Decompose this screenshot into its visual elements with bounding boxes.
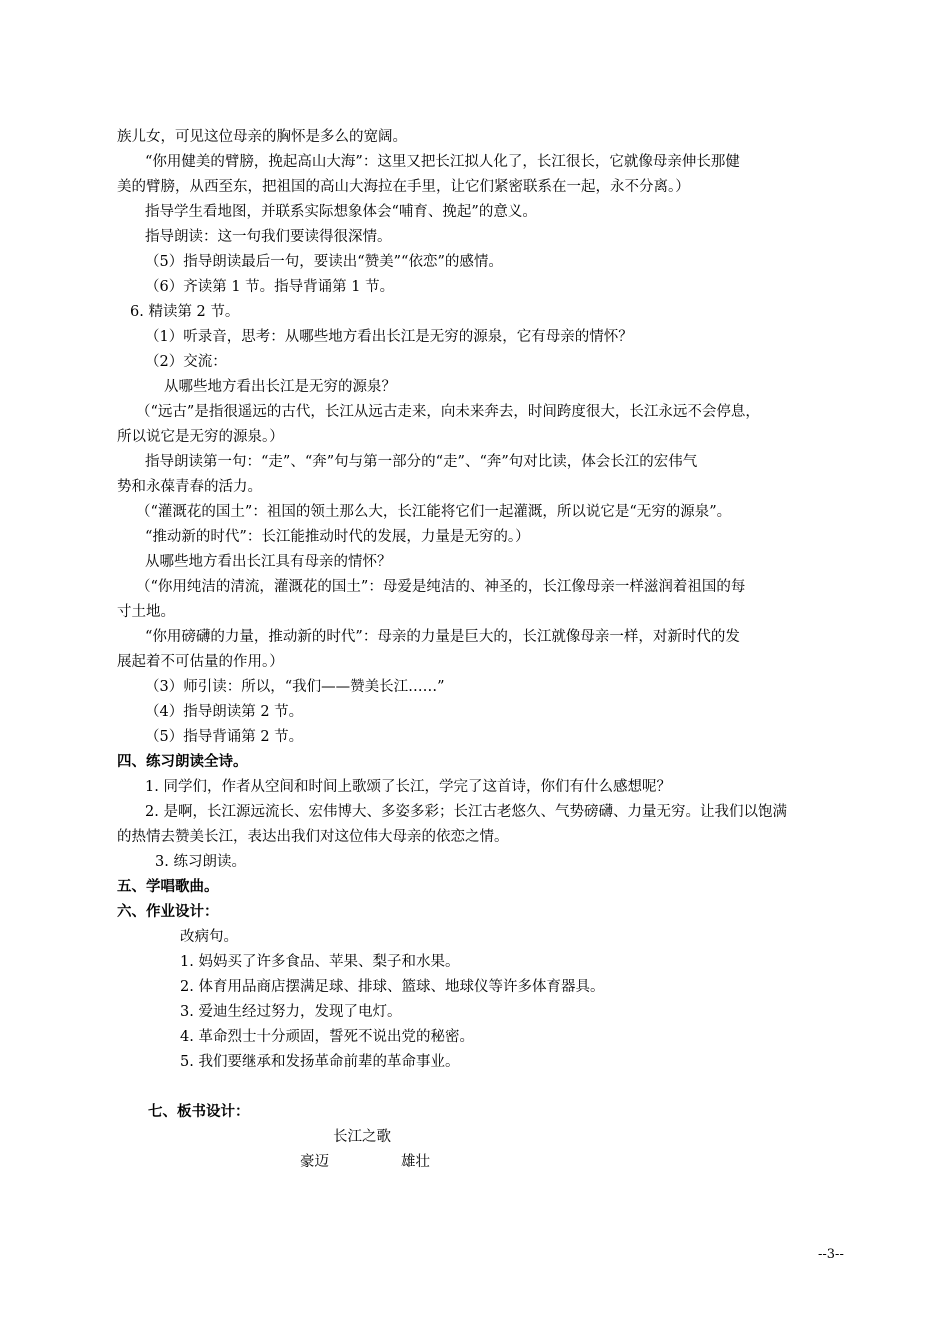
text-line: 1. 妈妈买了许多食品、苹果、梨子和水果。 — [180, 954, 460, 970]
text-line: 6. 精读第 2 节。 — [130, 304, 240, 320]
text-line: 指导朗读第一句：“走”、“奔”句与第一部分的“走”、“奔”句对比读，体会长江的宏伟气 — [145, 454, 698, 470]
board-word: 豪迈 — [300, 1154, 329, 1170]
text-line: （2）交流： — [145, 354, 227, 370]
text-line: 从哪些地方看出长江具有母亲的情怀？ — [145, 554, 392, 570]
section-heading: 七、板书设计： — [148, 1103, 250, 1120]
text-line: 族儿女，可见这位母亲的胸怀是多么的宽阔。 — [117, 129, 407, 145]
text-line: 指导朗读：这一句我们要读得很深情。 — [145, 229, 392, 245]
text-line: “你用健美的臂膀，挽起高山大海”：这里又把长江拟人化了，长江很长，它就像母亲伸长那健 — [145, 154, 740, 170]
board-title: 长江之歌 — [333, 1129, 391, 1145]
text-line: （“灌溉花的国土”：祖国的领土那么大，长江能将它们一起灌溉，所以说它是“无穷的源泉”。 — [136, 504, 732, 520]
text-line: （5）指导背诵第 2 节。 — [145, 729, 304, 745]
text-line: 3. 爱迪生经过努力，发现了电灯。 — [180, 1004, 402, 1020]
text-line: （6）齐读第 1 节。指导背诵第 1 节。 — [145, 279, 395, 295]
text-line: （“远古”是指很遥远的古代，长江从远古走来，向未来奔去，时间跨度很大，长江永远不会停息， — [136, 404, 760, 420]
text-line: “你用磅礴的力量，推动新的时代”：母亲的力量是巨大的，长江就像母亲一样，对新时代的发 — [145, 629, 740, 645]
text-line: （3）师引读：所以，“我们——赞美长江……” — [145, 679, 445, 695]
text-line: “推动新的时代”：长江能推动时代的发展，力量是无穷的。） — [145, 529, 530, 545]
text-line: 所以说它是无穷的源泉。） — [117, 429, 284, 445]
section-heading: 四、练习朗读全诗。 — [117, 753, 248, 770]
text-line: 4. 革命烈士十分顽固，誓死不说出党的秘密。 — [180, 1029, 474, 1045]
text-line: 3. 练习朗读。 — [155, 854, 246, 870]
text-line: 展起着不可估量的作用。） — [117, 654, 284, 670]
text-line: 改病句。 — [180, 929, 238, 945]
text-line: 从哪些地方看出长江是无穷的源泉？ — [164, 379, 396, 395]
text-line: 美的臂膀，从西至东，把祖国的高山大海拉在手里，让它们紧密联系在一起，永不分离。） — [117, 179, 690, 195]
text-line: （4）指导朗读第 2 节。 — [145, 704, 304, 720]
board-word: 雄壮 — [401, 1154, 430, 1170]
text-line: 1. 同学们，作者从空间和时间上歌颂了长江，学完了这首诗，你们有什么感想呢？ — [145, 779, 671, 795]
text-line: （1）听录音，思考：从哪些地方看出长江是无穷的源泉，它有母亲的情怀？ — [145, 329, 633, 345]
text-line: 5. 我们要继承和发扬革命前辈的革命事业。 — [180, 1054, 460, 1070]
text-line: 势和永葆青春的活力。 — [117, 479, 262, 495]
text-line: （5）指导朗读最后一句，要读出“赞美”“依恋”的感情。 — [145, 254, 503, 270]
text-line: 指导学生看地图，并联系实际想象体会“哺育、挽起”的意义。 — [145, 204, 537, 220]
text-line: 的热情去赞美长江，表达出我们对这位伟大母亲的依恋之情。 — [117, 829, 509, 845]
text-line: （“你用纯洁的清流，灌溉花的国土”：母爱是纯洁的、神圣的，长江像母亲一样滋润着祖国的每 — [136, 579, 746, 595]
text-line: 2. 是啊，长江源远流长、宏伟博大、多姿多彩；长江古老悠久、气势磅礴、力量无穷。让我们以饱满 — [145, 804, 787, 820]
text-line: 2. 体育用品商店摆满足球、排球、篮球、地球仪等许多体育器具。 — [180, 979, 605, 995]
page-number: --3-- — [818, 1247, 844, 1262]
text-line: 寸土地。 — [117, 604, 175, 620]
section-heading: 五、学唱歌曲。 — [117, 878, 219, 895]
section-heading: 六、作业设计： — [117, 903, 219, 920]
